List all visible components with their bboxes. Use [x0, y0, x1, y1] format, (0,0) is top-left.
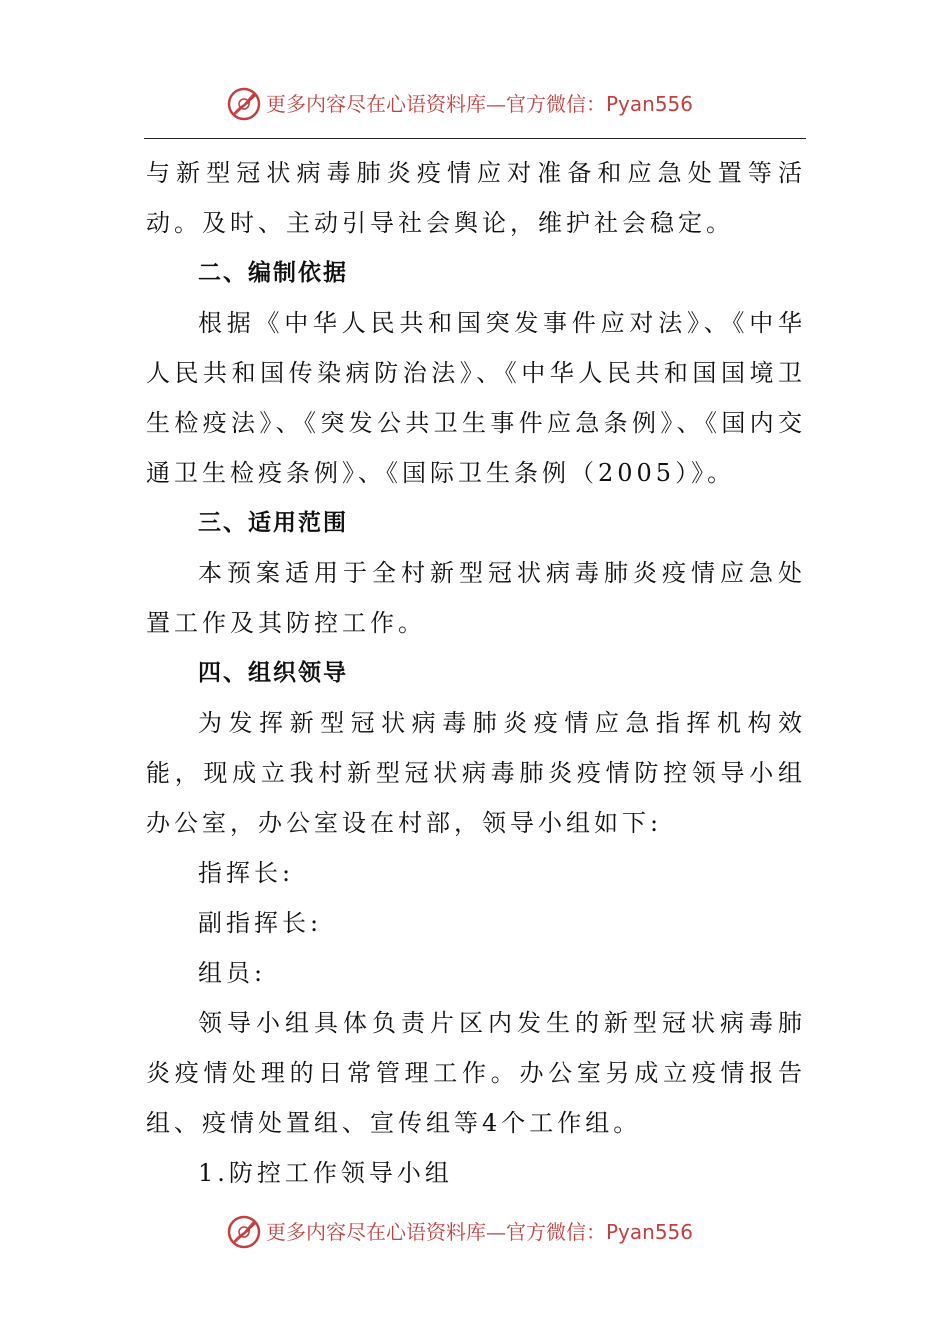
paragraph-3: 本预案适用于全村新型冠状病毒肺炎疫情应急处置工作及其防控工作。: [146, 559, 806, 637]
footer-banner: [0, 1212, 950, 1252]
footer-banner-text: 更多内容尽在心语资料库—官方微信：Pyan556: [266, 1220, 694, 1244]
document-body: [146, 148, 806, 1198]
list-item-1: 1.防控工作领导小组: [198, 1159, 453, 1187]
section-heading-4: 四、组织领导: [198, 660, 348, 686]
header-rule: [144, 138, 806, 139]
vice-commander-line: 副指挥长:: [198, 909, 323, 937]
paragraph-4: 为发挥新型冠状病毒肺炎疫情应急指挥机构效能，现成立我村新型冠状病毒肺炎疫情防控领导小组办公室，办公室设在村部，领导小组如下:: [146, 709, 806, 837]
section-heading-3: 三、适用范围: [198, 510, 348, 536]
paragraph-5: 领导小组具体负责片区内发生的新型冠状病毒肺炎疫情处理的日常管理工作。办公室另成立疫情报告组、疫情处置组、宣传组等4个工作组。: [146, 1009, 806, 1137]
footer-wechat-account: Pyan556: [606, 1220, 694, 1244]
paragraph-1: 与新型冠状病毒肺炎疫情应对准备和应急处置等活动。及时、主动引导社会舆论，维护社会稳定。: [146, 159, 806, 237]
members-line: 组员:: [198, 959, 267, 987]
section-heading-2: 二、编制依据: [198, 260, 348, 286]
header-wechat-account: Pyan556: [606, 92, 694, 116]
header-banner-text: 更多内容尽在心语资料库—官方微信：Pyan556: [266, 92, 694, 116]
paragraph-2: 根据《中华人民共和国突发事件应对法》、《中华人民共和国传染病防治法》、《中华人民共和国国境卫生检疫法》、《突发公共卫生事件应急条例》、《国内交通卫生检疫条例》、《国际卫生条例（2005）》。: [146, 309, 806, 487]
header-banner: [0, 84, 950, 124]
commander-line: 指挥长:: [198, 859, 295, 887]
quill-logo-icon: [224, 84, 264, 124]
quill-logo-icon: [224, 1212, 264, 1252]
